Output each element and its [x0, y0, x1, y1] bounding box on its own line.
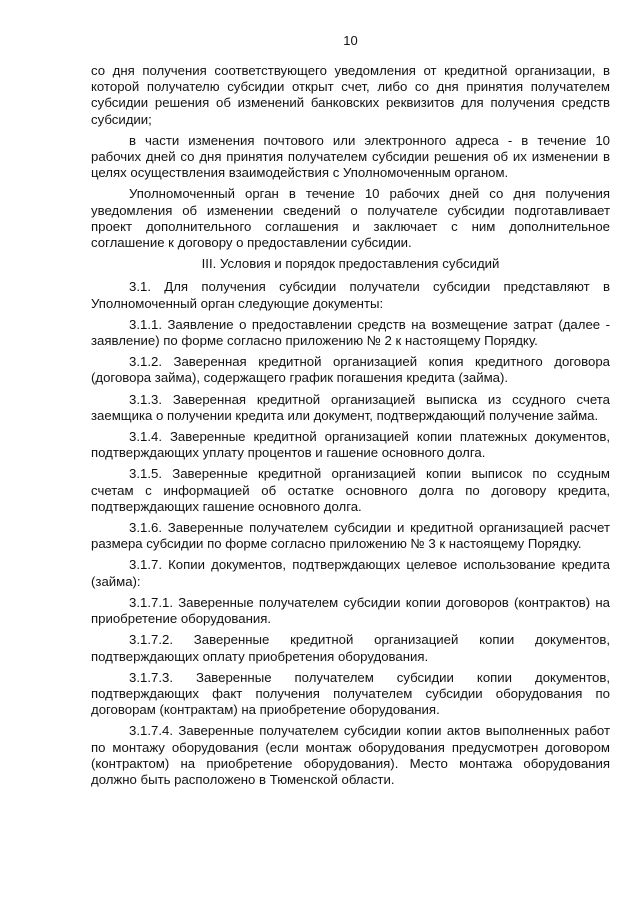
paragraph: 3.1.3. Заверенная кредитной организацией выписка из ссудного счета заемщика о получении кредита или документ, подтверждающий получение займа. — [91, 391, 610, 423]
section-heading: III. Условия и порядок предоставления субсидий — [201, 256, 500, 272]
paragraph: Уполномоченный орган в течение 10 рабочих дней со дня получения уведомления об изменении сведений о получателе субсидии подготавливает проект дополнительного соглашения и заключает с ним дополнительное соглашение к договору о предоставлении субсидии. — [91, 186, 610, 251]
paragraph: 3.1.4. Заверенные кредитной организацией копии платежных документов, подтверждающих уплату процентов и гашение основного долга. — [91, 429, 610, 461]
paragraph: со дня получения соответствующего уведомления от кредитной организации, в которой получателю субсидии открыт счет, либо со дня принятия получателем субсидии решения об изменений банковских реквизитов для получения средств субсидии; — [91, 63, 610, 127]
paragraph: в части изменения почтового или электронного адреса - в течение 10 рабочих дней со дня принятия получателем субсидии решения об их изменении в целях осуществления взаимодействия с Уполномоченным органом. — [91, 132, 610, 181]
paragraph: 3.1.6. Заверенные получателем субсидии и кредитной организацией расчет размера субсидии по форме согласно приложению № 3 к настоящему Порядку. — [91, 520, 610, 552]
paragraph: 3.1.7. Копии документов, подтверждающих целевое использование кредита (займа): — [91, 557, 610, 589]
paragraph: 3.1.7.1. Заверенные получателем субсидии копии договоров (контрактов) на приобретение оборудования. — [91, 594, 610, 627]
paragraph: 3.1.7.4. Заверенные получателем субсидии копии актов выполненных работ по монтажу оборудования (если монтаж оборудования предусмотрен договором (контрактом) на приобретение оборудования). Место монтажа оборудования должно быть расположено в Тюменской области. — [91, 723, 610, 787]
paragraph: 3.1.2. Заверенная кредитной организацией копия кредитного договора (договора займа), содержащего график погашения кредита (займа). — [91, 354, 610, 386]
paragraph: 3.1.7.2. Заверенные кредитной организацией копии документов, подтверждающих оплату приобретения оборудования. — [91, 632, 610, 664]
paragraph: 3.1. Для получения субсидии получатели субсидии представляют в Уполномоченный орган следующие документы: — [91, 279, 610, 311]
paragraph: 3.1.7.3. Заверенные получателем субсидии копии документов, подтверждающих факт получения получателем субсидии оборудования по договорам (контрактам) на приобретение оборудования. — [91, 669, 610, 718]
paragraph: 3.1.1. Заявление о предоставлении средств на возмещение затрат (далее - заявление) по форме согласно приложению № 2 к настоящему Порядку. — [91, 316, 610, 349]
paragraph: 3.1.5. Заверенные кредитной организацией копии выписок по ссудным счетам с информацией об остатке основного долга по договору кредита, подтверждающих гашение основного долга. — [91, 466, 610, 514]
page-number: 10 — [343, 33, 358, 48]
